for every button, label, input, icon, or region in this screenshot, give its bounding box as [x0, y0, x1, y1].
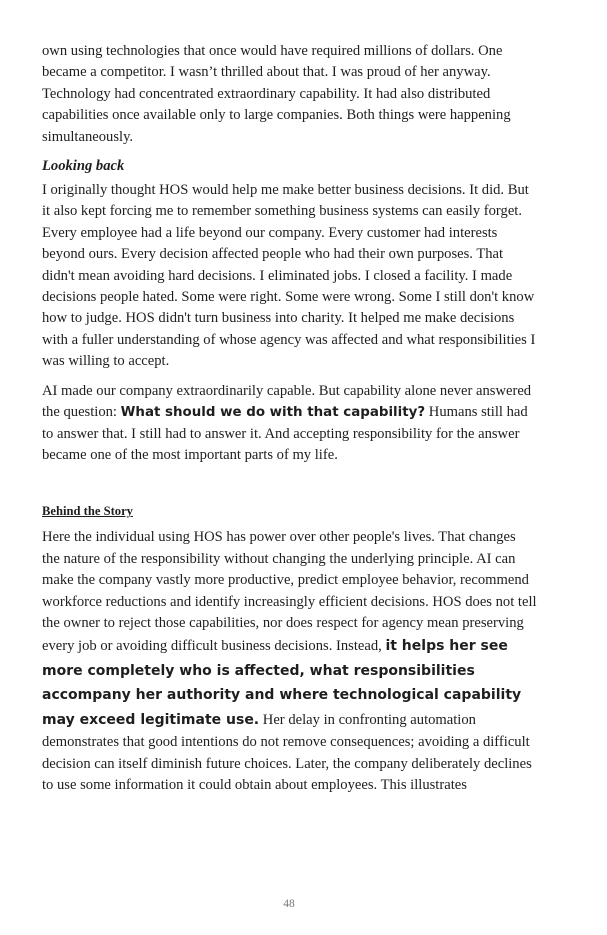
looking-back-heading: Looking back [42, 158, 125, 175]
continued-paragraph: own using technologies that once would have required millions of dollars. One became a competitor. I wasn’t thrilled about that. I was proud of her anyway. Technology had concentrated extraordinary capability. It had also distributed capabilities once available only to large companies. Both things were happening simultaneously. [42, 43, 511, 145]
looking-back-paragraph-1: I originally thought HOS would help me make better business decisions. It did. But it also kept forcing me to remember something business systems can easily forget. Every employee had a life beyond our company. Every customer had interests beyond ours. Every decision affected people who had their own purposes. That didn't mean avoiding hard decisions. I eliminated jobs. I closed a facility. I made decisions people hated. Some were right. Some were wrong. Some I still don't know how to judge. HOS didn't turn business into charity. It helped me make decisions with a fuller understanding of whose agency was affected and what responsibilities I was willing to accept. [42, 182, 536, 370]
behind-the-story-paragraph [42, 527, 537, 796]
paragraph-text: Here the individual using HOS has power over other people's lives. That changes the nature of the responsibility without changing the underlying principle. AI can make the company vastly more productive, predict employee behavior, recommend workforce reductions and identify increasingly efficient decisions. HOS does not tell the owner to reject those capabilities, nor does respect for agency mean preserving every job or avoiding difficult business decisions. Instead, [42, 529, 537, 655]
page-content [42, 41, 537, 797]
looking-back-paragraph-2 [42, 381, 537, 467]
paragraph-text: Humans still had to answer that. I still had to answer it. And accepting responsibility for the answer became one of the most important parts of my life. [42, 404, 528, 463]
paragraph-text: AI made our company extraordinarily capable. But capability alone never answered the question: [42, 382, 532, 421]
behind-the-story-heading: Behind the Story [42, 504, 133, 519]
emphasized-question: What should we do with that capability? [120, 405, 426, 421]
page-number: 48 [283, 898, 295, 910]
emphasized-statement: it helps her see more completely who is affected, what responsibilities accompany her authority and where technological capability may exceed legitimate use. [42, 638, 522, 728]
paragraph-text: Her delay in confronting automation demonstrates that good intentions do not remove consequences; avoiding a difficult decision can itself diminish future choices. Later, the company deliberately declines to use some information it could obtain about employees. This illustrates [42, 711, 532, 794]
